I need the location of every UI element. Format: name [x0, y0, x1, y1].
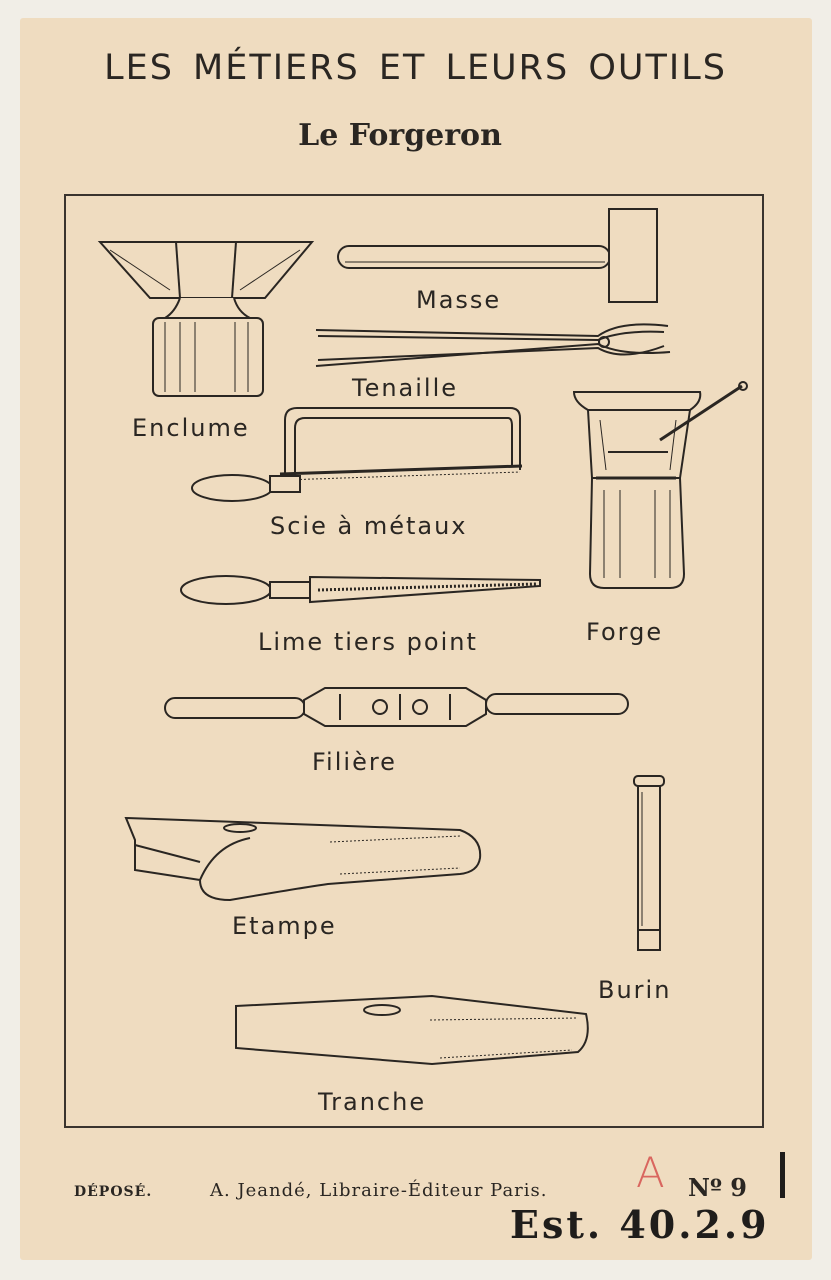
chisel-drawing [634, 776, 664, 950]
shelfmark: Est. 40.2.9 [510, 1202, 770, 1247]
stamp-letter: A [636, 1148, 665, 1197]
tongs-label: Tenaille [352, 374, 459, 402]
anvil-label: Enclume [132, 414, 250, 442]
hot-cutter-drawing [236, 996, 588, 1064]
sledgehammer-label: Masse [416, 286, 502, 314]
hacksaw-label: Scie à métaux [270, 512, 468, 540]
publisher-line: A. Jeandé, Libraire-Éditeur Paris. [210, 1180, 548, 1201]
tongs-drawing [316, 324, 670, 366]
anvil-drawing [100, 242, 312, 396]
depose-mark: DÉPOSÉ. [74, 1184, 153, 1200]
forge-label: Forge [586, 618, 664, 646]
swage-drawing [126, 818, 480, 900]
card-title: LES MÉTIERS ET LEURS OUTILS [104, 48, 727, 88]
card-subtitle: Le Forgeron [298, 118, 502, 153]
chisel-label: Burin [598, 976, 672, 1004]
swage-label: Etampe [232, 912, 337, 940]
handwritten-mark [780, 1152, 785, 1198]
die-stock-drawing [165, 688, 628, 726]
die-stock-label: Filière [312, 748, 397, 776]
card-number: Nº 9 [688, 1173, 747, 1202]
file-label: Lime tiers point [258, 628, 478, 656]
hot-cutter-label: Tranche [318, 1088, 427, 1116]
forge-drawing [574, 382, 747, 588]
file-drawing [181, 576, 540, 604]
